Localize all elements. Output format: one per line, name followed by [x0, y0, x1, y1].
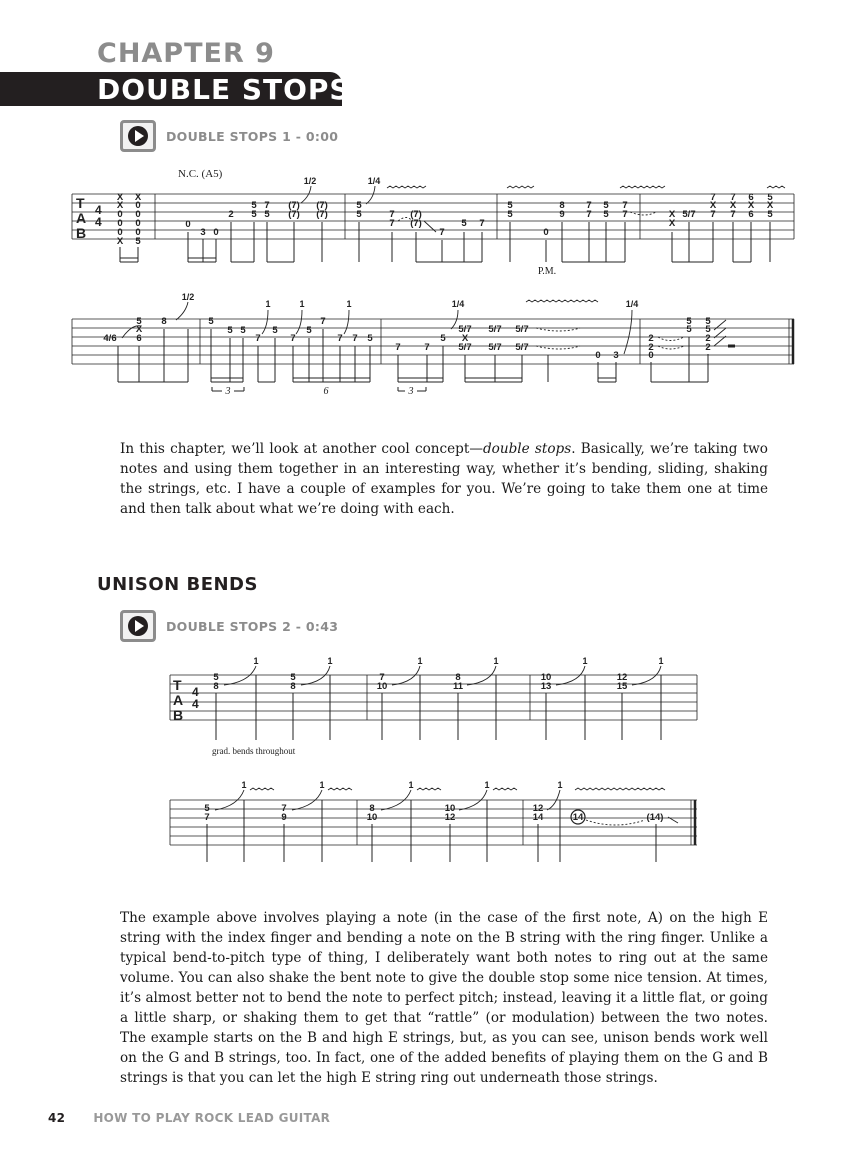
- body-paragraph: The example above involves playing a note (in the case of the first note, A) on the high E string with the index finger and bending a note on the B string with the ring finger. Unlike a typical bend-to-pitch type of thing, I deliberately want both notes to ring out at the same volume. You can also shake the bent note to give the double stop some nice tension. At times, it’s almost better not to bend the note to perfect pitch; instead, leaving it a little flat, or going a little sharp, or shaking them to get that “rattle” (or modulation) between the two notes. The example starts on the B and high E strings, but, as you can see, unison bends work well on the G and B strings, too. In fact, one of the added benefits of playing them on the G and B strings is that you can let the high E string ring out underneath those strings.: [120, 910, 768, 1086]
- svg-text:7: 7: [439, 227, 445, 238]
- bend-label: 1: [484, 780, 490, 790]
- bend-label: 1/2: [181, 292, 195, 302]
- svg-text:5: 5: [686, 324, 692, 335]
- svg-text:T: T: [76, 195, 85, 211]
- svg-text:X: X: [116, 236, 124, 247]
- section-heading: UNISON BENDS: [97, 574, 258, 595]
- svg-text:7: 7: [586, 200, 592, 211]
- technique-annotation: grad. bends throughout: [212, 746, 296, 756]
- svg-text:7: 7: [320, 316, 326, 327]
- svg-text:8: 8: [213, 681, 219, 692]
- bend-label: 1/4: [625, 299, 639, 309]
- svg-text:5: 5: [767, 209, 773, 220]
- svg-text:2: 2: [228, 209, 234, 220]
- palm-mute-label: P.M.: [537, 266, 557, 277]
- svg-text:(7): (7): [288, 209, 300, 220]
- svg-text:2: 2: [705, 333, 711, 344]
- bend-label: 1: [493, 656, 499, 666]
- svg-text:5/7: 5/7: [458, 342, 472, 353]
- svg-text:5: 5: [507, 200, 513, 211]
- svg-text:5: 5: [705, 324, 711, 335]
- svg-text:5: 5: [356, 209, 362, 220]
- svg-text:10: 10: [376, 681, 388, 692]
- bend-label: 1: [241, 780, 247, 790]
- svg-text:5: 5: [603, 209, 609, 220]
- svg-text:X: X: [134, 192, 142, 203]
- svg-text:7: 7: [586, 209, 592, 220]
- svg-text:5/7: 5/7: [458, 324, 472, 335]
- bend-label: 1: [253, 656, 259, 666]
- bend-label: 1/4: [367, 176, 381, 186]
- svg-text:12: 12: [532, 803, 544, 814]
- svg-text:6: 6: [136, 333, 142, 344]
- svg-text:8: 8: [455, 672, 461, 683]
- svg-text:(7): (7): [410, 218, 422, 229]
- bend-label: 1/2: [303, 176, 317, 186]
- svg-text:0: 0: [135, 200, 141, 211]
- svg-text:4: 4: [192, 685, 199, 699]
- svg-text:X: X: [729, 200, 737, 211]
- svg-text:13: 13: [540, 681, 552, 692]
- svg-text:3: 3: [200, 227, 206, 238]
- svg-text:5: 5: [227, 325, 233, 336]
- bend-label: 1: [299, 299, 305, 309]
- svg-text:7: 7: [710, 192, 716, 203]
- svg-text:3: 3: [613, 350, 619, 361]
- svg-text:5: 5: [686, 316, 692, 327]
- chapter-title: DOUBLE STOPS: [97, 73, 351, 106]
- intro-text-end: . Basically, we’re taking two notes and using them together in an interesting way, whether it’s bending, sliding, shaking the strings, etc. I have a couple of examples for you. We’re going to take them one at time and then talk about what we’re doing with each.: [120, 441, 768, 517]
- svg-text:4/6: 4/6: [103, 333, 117, 344]
- svg-text:5: 5: [272, 325, 278, 336]
- svg-text:7: 7: [379, 672, 385, 683]
- svg-text:10: 10: [444, 803, 456, 814]
- page-footer: [48, 1111, 330, 1125]
- svg-text:5/7: 5/7: [488, 324, 502, 335]
- svg-text:10: 10: [540, 672, 552, 683]
- bend-label: 1/4: [451, 299, 465, 309]
- svg-text:7: 7: [290, 333, 296, 344]
- svg-text:8: 8: [290, 681, 296, 692]
- svg-text:0: 0: [185, 219, 191, 230]
- svg-text:6: 6: [748, 192, 754, 203]
- svg-text:8: 8: [161, 316, 167, 327]
- bend-label: 1: [582, 656, 588, 666]
- svg-text:0: 0: [595, 350, 601, 361]
- page-number: 42: [48, 1111, 66, 1125]
- svg-text:X: X: [461, 333, 469, 344]
- svg-text:X: X: [747, 200, 755, 211]
- intro-text: In this chapter, we’ll look at another cool concept—: [120, 441, 483, 457]
- svg-text:X: X: [766, 200, 774, 211]
- svg-text:5: 5: [251, 209, 257, 220]
- bend-label: 1: [265, 299, 271, 309]
- svg-text:4: 4: [95, 215, 102, 229]
- svg-text:5: 5: [290, 672, 296, 683]
- svg-text:A: A: [173, 692, 184, 708]
- chapter-label: CHAPTER 9: [97, 38, 275, 69]
- svg-text:0: 0: [135, 218, 141, 229]
- svg-text:5: 5: [461, 218, 467, 229]
- svg-text:7: 7: [710, 209, 716, 220]
- svg-text:7: 7: [389, 218, 395, 229]
- svg-text:14: 14: [532, 812, 544, 823]
- svg-text:0: 0: [135, 209, 141, 220]
- tuplet-label: 6: [323, 386, 329, 397]
- svg-text:(7): (7): [410, 209, 422, 220]
- audio-track-label: DOUBLE STOPS 2 - 0:43: [166, 618, 339, 634]
- svg-text:14: 14: [572, 812, 584, 823]
- svg-text:5: 5: [204, 803, 210, 814]
- svg-text:8: 8: [369, 803, 375, 814]
- svg-text:5: 5: [208, 316, 214, 327]
- svg-text:X: X: [709, 200, 717, 211]
- svg-text:5: 5: [251, 200, 257, 211]
- svg-text:7: 7: [352, 333, 358, 344]
- svg-text:A: A: [76, 210, 87, 226]
- intro-emphasis: double stops: [482, 441, 572, 457]
- chord-symbol: N.C. (A5): [178, 168, 223, 180]
- svg-text:15: 15: [616, 681, 628, 692]
- svg-text:X: X: [116, 200, 124, 211]
- svg-text:X: X: [668, 209, 676, 220]
- svg-text:5: 5: [603, 200, 609, 211]
- svg-text:4: 4: [192, 697, 199, 711]
- svg-text:5: 5: [240, 325, 246, 336]
- bend-label: 1: [557, 780, 563, 790]
- svg-text:X: X: [116, 192, 124, 203]
- svg-text:11: 11: [452, 681, 464, 692]
- svg-text:7: 7: [730, 209, 736, 220]
- svg-text:7: 7: [255, 333, 261, 344]
- svg-text:X: X: [135, 324, 143, 335]
- svg-text:7: 7: [389, 209, 395, 220]
- svg-text:10: 10: [366, 812, 378, 823]
- svg-text:(7): (7): [288, 200, 300, 211]
- bend-label: 1: [319, 780, 325, 790]
- svg-text:2: 2: [648, 333, 654, 344]
- svg-text:7: 7: [395, 342, 401, 353]
- svg-text:0: 0: [117, 218, 123, 229]
- svg-text:5/7: 5/7: [515, 342, 529, 353]
- svg-text:9: 9: [559, 209, 565, 220]
- svg-text:7: 7: [424, 342, 430, 353]
- svg-text:5/7: 5/7: [488, 342, 502, 353]
- svg-text:(14): (14): [646, 812, 664, 823]
- svg-text:12: 12: [616, 672, 628, 683]
- svg-text:7: 7: [622, 209, 628, 220]
- svg-text:5: 5: [356, 200, 362, 211]
- audio-track-label: DOUBLE STOPS 1 - 0:00: [166, 128, 339, 144]
- svg-text:B: B: [173, 707, 184, 723]
- svg-text:2: 2: [705, 342, 711, 353]
- svg-text:5: 5: [507, 209, 513, 220]
- svg-text:(7): (7): [316, 209, 328, 220]
- svg-text:5: 5: [367, 333, 373, 344]
- svg-text:7: 7: [337, 333, 343, 344]
- svg-text:4: 4: [95, 203, 102, 217]
- svg-text:7: 7: [204, 812, 210, 823]
- svg-text:12: 12: [444, 812, 456, 823]
- svg-text:7: 7: [622, 200, 628, 211]
- svg-text:5/7: 5/7: [515, 324, 529, 335]
- bend-label: 1: [346, 299, 352, 309]
- svg-text:8: 8: [559, 200, 565, 211]
- svg-text:(7): (7): [316, 200, 328, 211]
- svg-text:0: 0: [135, 227, 141, 238]
- svg-text:T: T: [173, 677, 182, 693]
- svg-text:X: X: [668, 218, 676, 229]
- svg-text:0: 0: [117, 227, 123, 238]
- svg-text:5: 5: [306, 325, 312, 336]
- svg-text:0: 0: [543, 227, 549, 238]
- svg-text:7: 7: [264, 200, 270, 211]
- svg-text:7: 7: [479, 218, 485, 229]
- bend-label: 1: [658, 656, 664, 666]
- svg-text:5: 5: [135, 236, 141, 247]
- svg-text:6: 6: [748, 209, 754, 220]
- tuplet-label: 3: [408, 386, 414, 397]
- svg-text:0: 0: [648, 350, 654, 361]
- svg-text:5: 5: [767, 192, 773, 203]
- svg-text:5: 5: [213, 672, 219, 683]
- svg-text:5: 5: [264, 209, 270, 220]
- svg-text:0: 0: [213, 227, 219, 238]
- svg-text:0: 0: [117, 209, 123, 220]
- bend-label: 1: [417, 656, 423, 666]
- svg-text:5: 5: [136, 316, 142, 327]
- svg-text:B: B: [76, 225, 87, 241]
- svg-text:5: 5: [705, 316, 711, 327]
- svg-text:5/7: 5/7: [682, 209, 696, 220]
- svg-text:2: 2: [648, 342, 654, 353]
- svg-text:7: 7: [730, 192, 736, 203]
- book-title: HOW TO PLAY ROCK LEAD GUITAR: [93, 1111, 331, 1125]
- bend-label: 1: [327, 656, 333, 666]
- svg-text:9: 9: [281, 812, 287, 823]
- tuplet-label: 3: [225, 386, 231, 397]
- bend-label: 1: [408, 780, 414, 790]
- svg-text:5: 5: [440, 333, 446, 344]
- svg-text:7: 7: [281, 803, 287, 814]
